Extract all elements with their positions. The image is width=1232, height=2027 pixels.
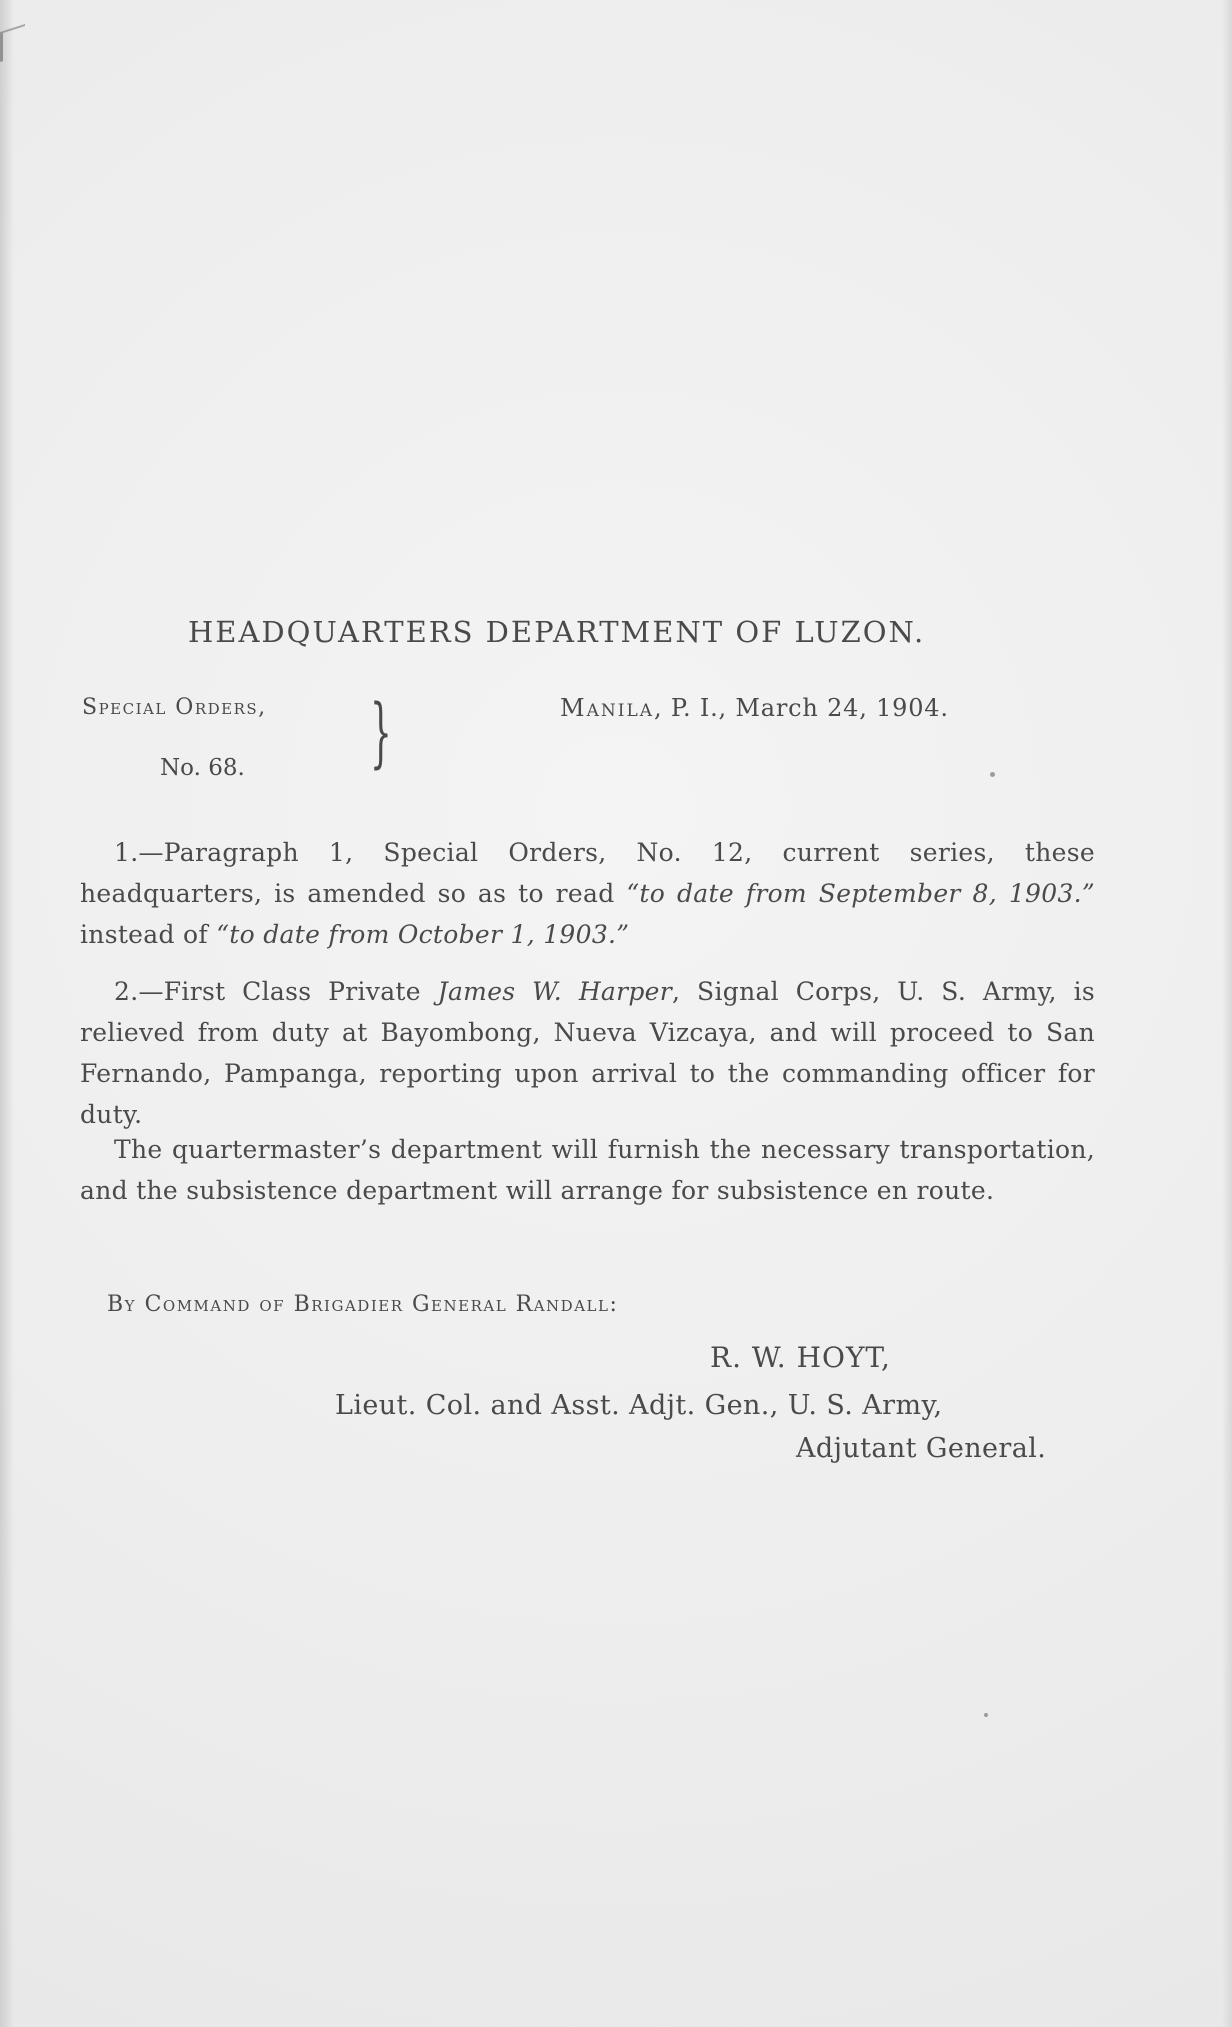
special-orders-title: Special Orders, <box>82 695 267 720</box>
page-left-shadow <box>0 0 14 2027</box>
paragraph-1-lead: 1.—Paragraph 1, Special Orders, No. 12, current series, these headquarters, is amended so as to read <box>80 838 1095 908</box>
orders-brace: } <box>370 687 392 776</box>
paragraph-2 <box>80 971 1095 1135</box>
scan-edge-mark <box>0 24 25 62</box>
paragraph-2-lead: 2.—First Class Private <box>114 977 438 1006</box>
paragraph-3: The quartermaster’s department will furnish the necessary transportation, and the subsistence department will arrange for subsistence en route. <box>80 1135 1095 1205</box>
soldier-name: James W. Harper <box>437 977 673 1006</box>
special-orders-number: No. 68. <box>160 755 245 781</box>
document-heading: HEADQUARTERS DEPARTMENT OF LUZON. <box>188 615 926 649</box>
dateline-date: , P. I., March 24, 1904. <box>654 694 949 722</box>
signature-name: R. W. HOYT, <box>710 1341 891 1374</box>
scan-speck <box>984 1713 988 1717</box>
command-line: By Command of Brigadier General Randall: <box>107 1292 619 1317</box>
signature-rank: Lieut. Col. and Asst. Adjt. Gen., U. S. Army, <box>335 1390 943 1421</box>
paragraph-1-middle: instead of <box>80 920 217 949</box>
paragraph-1-quote-1: “to date from September 8, 1903.” <box>626 879 1095 908</box>
paragraph-1-quote-2: “to date from October 1, 1903.” <box>216 920 630 949</box>
dateline-place: Manila <box>560 694 655 722</box>
page-right-shadow <box>1222 0 1232 2027</box>
paragraph-2-rest: , Signal Corps, U. S. Army, is relieved from duty at Bayombong, Nueva Vizcaya, and will proceed to San Fernando, Pampanga, reporting upon arrival to the commanding officer for duty. <box>80 977 1095 1129</box>
dateline <box>560 694 949 722</box>
scan-speck <box>990 772 995 777</box>
paragraph-1 <box>80 832 1095 955</box>
signature-position: Adjutant General. <box>796 1433 1047 1464</box>
